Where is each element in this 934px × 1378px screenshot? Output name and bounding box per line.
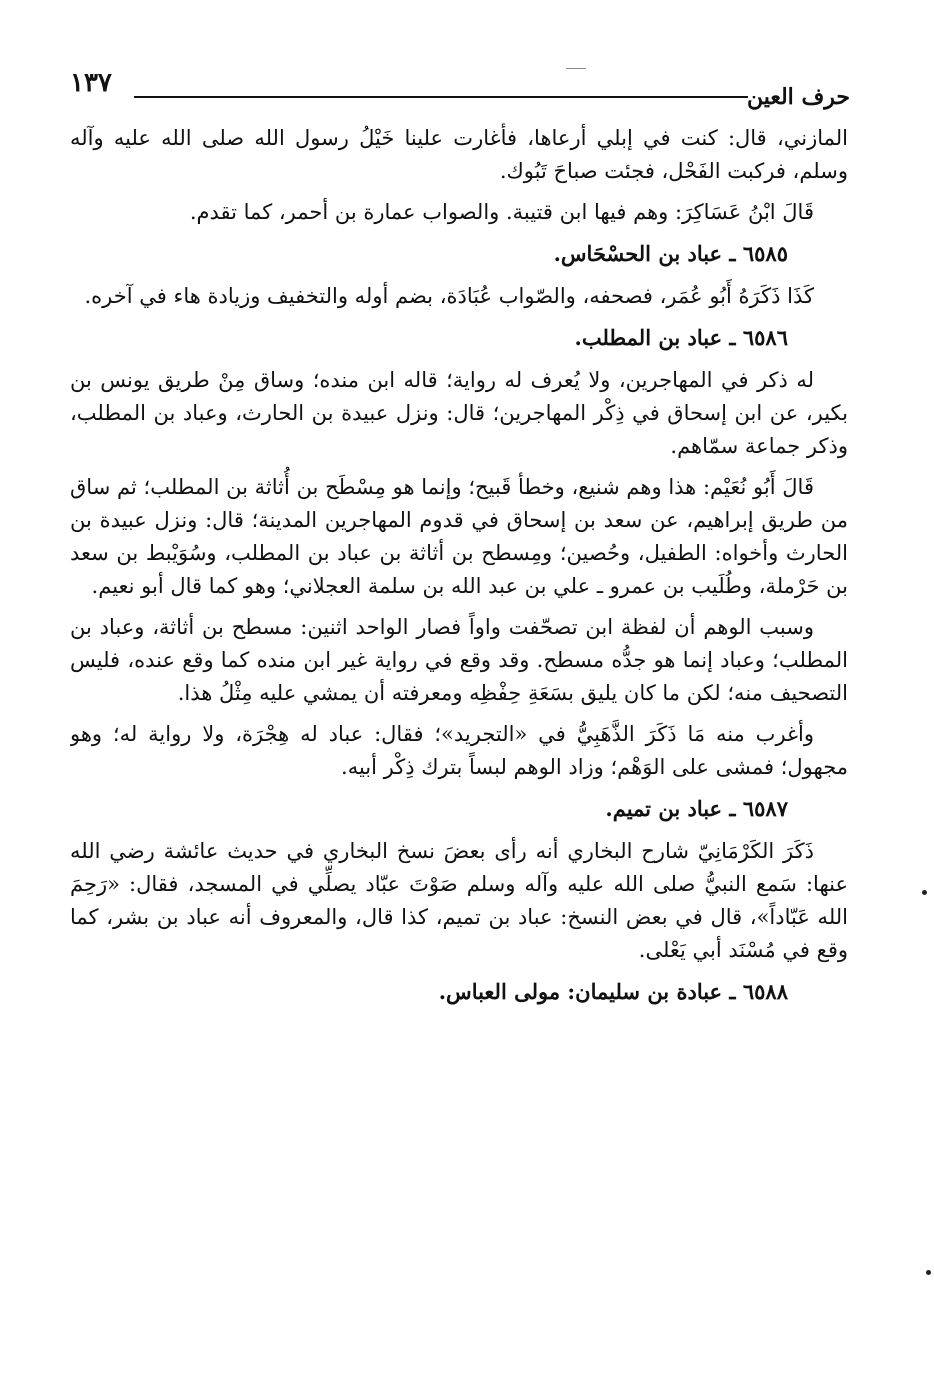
scan-mark (922, 890, 927, 895)
paragraph: قَالَ أَبُو نُعَيْم: هذا وهم شنيع، وخطأ قَبيح؛ وإنما هو مِسْطَح بن أُثاثة بن المطلب؛ ثم ساق من طريق إبراهيم، عن سعد بن إسحاق في قدوم المهاجرين المدينة؛ قال: ونزل عبيدة بن الحارث وأخواه: الطفيل، وحُصين؛ ومِسطح بن أثاثة بن عباد بن المطلب، وسُوَيْبط بن سعد بن حَرْملة، وطُلَيب بن عمرو ـ علي بن عبد الله بن سلمة العجلاني؛ وهو كما قال أبو نعيم. (70, 475, 848, 598)
running-head: حرف العين (746, 84, 850, 110)
paragraph: وأغرب منه مَا ذَكَرَ الذَّهَبِيُّ في «التجريد»؛ فقال: عباد له هِجْرَة، ولا رواية له؛ وهو مجهول؛ فمشى على الوَهْم؛ وزاد الوهم لبساً بترك ذِكْر أبيه. (70, 722, 848, 779)
paragraph: المازني، قال: كنت في إبلي أرعاها، فأغارت علينا خَيْلُ رسول الله صلى الله عليه وآله وسلم، فركبت الفَحْل، فجئت صباحَ تَبُوك. (70, 126, 848, 183)
paragraph: وسبب الوهم أن لفظة ابن تصحّفت واواً فصار الواحد اثنين: مسطح بن أثاثة، وعباد بن المطلب؛ وعباد إنما هو جدُّه مسطح. وقد وقع في رواية غير ابن منده كما وقع عنده، فليس التصحيف منه؛ لكن ما كان يليق بسَعَةِ حِفْظِه ومعرفته أن يمشي عليه مِثْلُ هذا. (70, 615, 848, 705)
page-number: ١٣٧ (70, 68, 112, 98)
header-rule (134, 96, 748, 98)
paragraph: له ذكر في المهاجرين، ولا يُعرف له رواية؛ قاله ابن منده؛ وساق مِنْ طريق يونس بن بكير، عن ابن إسحاق في ذِكْر المهاجرين؛ قال: ونزل عبيدة بن الحارث، وعباد بن المطلب، وذكر جماعة سمّاهم. (70, 368, 848, 458)
entry-title-6588: ٦٥٨٨ ـ عبادة بن سليمان: مولى العباس. (438, 979, 788, 1004)
paragraph: كَذَا ذَكَرَهُ أَبُو عُمَر، فصحفه، والصّواب عُبَادَة، بضم أوله والتخفيف وزيادة هاء في آخره. (84, 284, 814, 308)
entry-title-6586: ٦٥٨٦ ـ عباد بن المطلب. (574, 325, 788, 350)
page-header (70, 62, 850, 112)
paragraph: ذَكَرَ الكَرْمَانِيّ شارح البخاري أنه رأى بعضَ نسخ البخاري في حديث عائشة رضي الله عنها: سَمع النبيُّ صلى الله عليه وآله وسلم صَوْتَ عبّاد يصلِّي في المسجد، فقال: «رَحِمَ الله عَبّاداً»، قال في بعض النسخ: عباد بن تميم، كذا قال، والمعروف أنه عباد بن بشر، كما وقع في مُسْنَد أبي يَعْلى. (70, 839, 848, 962)
scan-mark (926, 1270, 931, 1275)
page-body (70, 122, 848, 1362)
entry-title-6585: ٦٥٨٥ ـ عباد بن الحسْحَاس. (553, 241, 788, 266)
paragraph: قَالَ ابْنُ عَسَاكِرَ: وهم فيها ابن قتيبة. والصواب عمارة بن أحمر، كما تقدم. (189, 200, 814, 224)
entry-title-6587: ٦٥٨٧ ـ عباد بن تميم. (605, 796, 788, 821)
